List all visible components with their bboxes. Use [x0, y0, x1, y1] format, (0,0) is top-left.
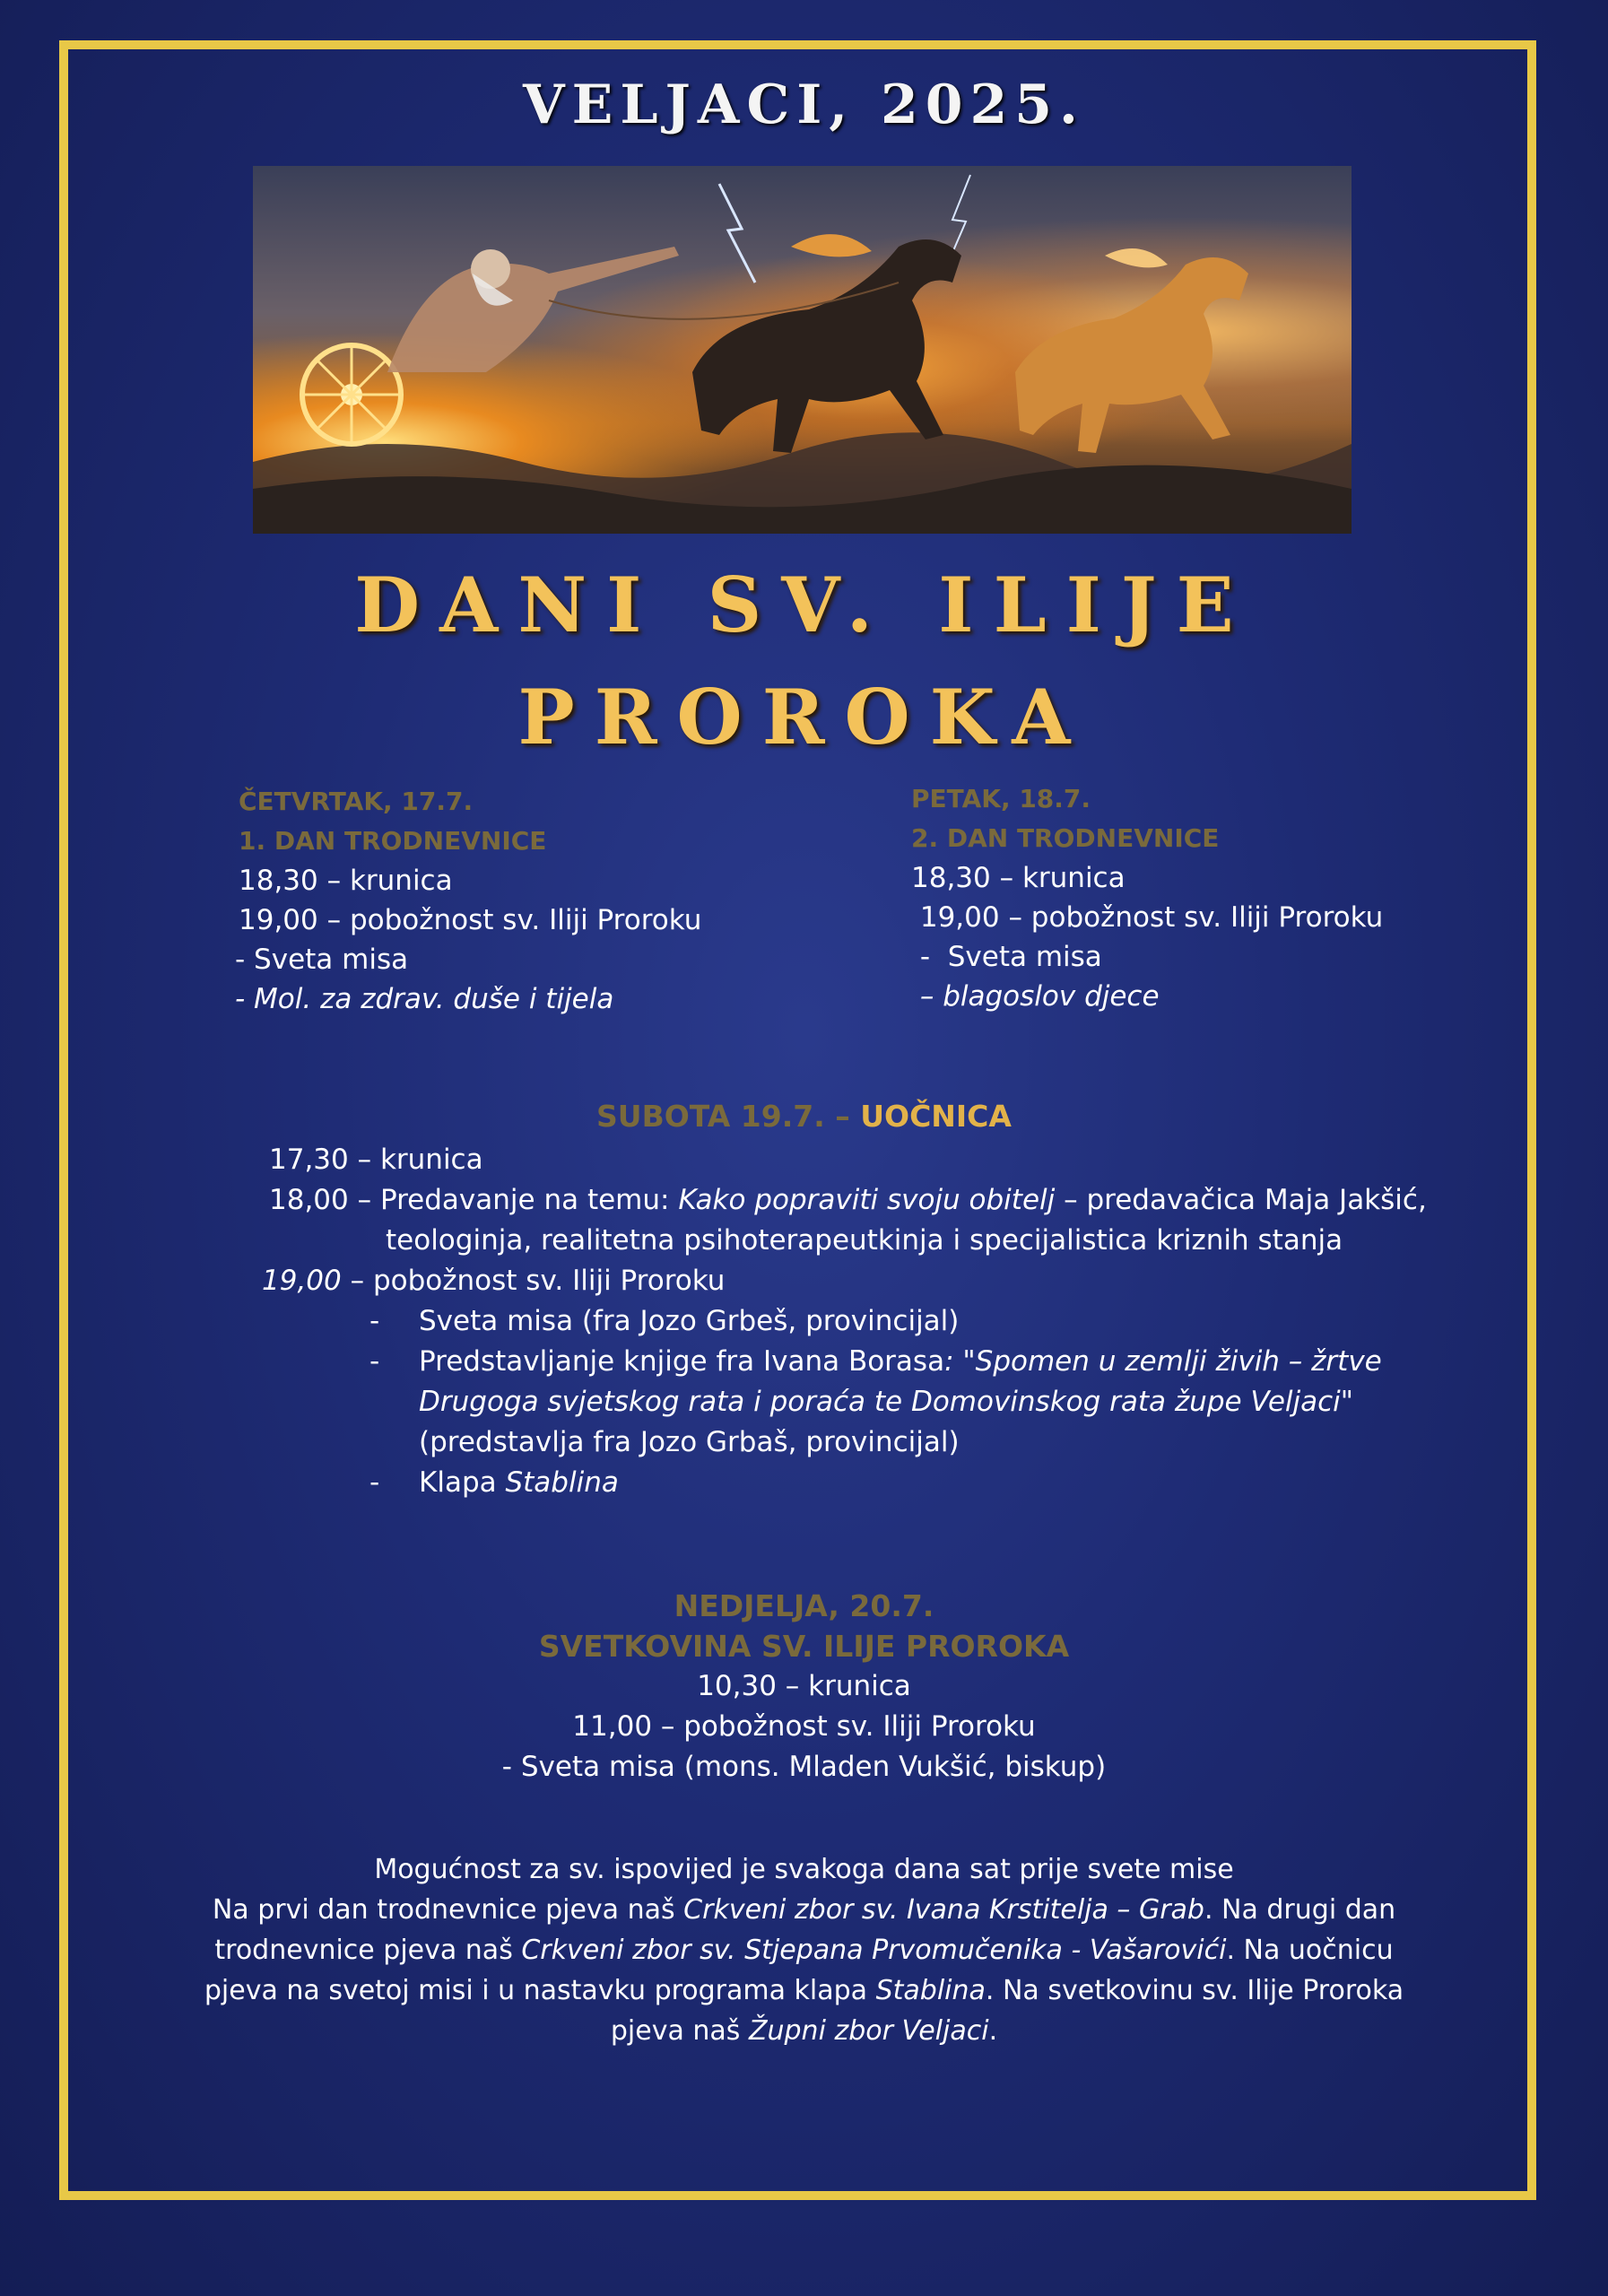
choir-name: Crkveni zbor sv. Stjepana Prvomučenika - Vašarovići [521, 1935, 1227, 1966]
schedule-bullet-item [269, 1301, 1427, 1342]
schedule-item-continued: (predstavlja fra Jozo Grbaš, provincijal) [419, 1426, 960, 1458]
schedule-item: 19,00 – pobožnost sv. Iliji Proroku [239, 904, 702, 936]
note-line [0, 1890, 1608, 1930]
friday-schedule [911, 779, 1383, 1016]
choir-name: Crkveni zbor sv. Ivana Krstitelja – Grab [683, 1894, 1204, 1926]
item-text: Sveta misa (fra Jozo Grbeš, provincijal) [419, 1305, 960, 1337]
choir-name: Stablina [875, 1975, 986, 2006]
schedule-item: teologinja, realitetna psihoterapeutkinja i specijalistica kriznih stanja [386, 1224, 1343, 1257]
item-time: 19,00 [262, 1265, 342, 1297]
book-title: : "Spomen u zemlji živih – žrtve [944, 1345, 1382, 1378]
schedule-item: 18,30 – krunica [911, 862, 1126, 894]
schedule-item: 17,30 – krunica [269, 1144, 483, 1176]
prophet-chariot-horses-illustration [253, 166, 1352, 534]
schedule-item: - Sveta misa [911, 941, 1102, 973]
sunday-day: NEDJELJA, 20.7. [674, 1588, 934, 1623]
bullet: - [369, 1345, 380, 1378]
lecture-topic: Kako popraviti svoju obitelj [678, 1184, 1056, 1216]
bullet: - [369, 1466, 380, 1499]
schedule-item [262, 1261, 1427, 1301]
sunday-subtitle: SVETKOVINA SV. ILIJE PROROKA [538, 1629, 1070, 1664]
choir-name: Stablina [505, 1466, 619, 1499]
item-text: 18,00 – Predavanje na temu: [269, 1184, 679, 1216]
note-text: trodnevnice pjeva naš [214, 1935, 522, 1966]
note-line [0, 2011, 1608, 2051]
schedule-item: 11,00 – pobožnost sv. Iliji Proroku [572, 1710, 1036, 1743]
page-header-date: VELJACI, 2025. [523, 74, 1085, 136]
schedule-item: - Sveta misa [235, 944, 409, 976]
friday-subtitle: 2. DAN TRODNEVNICE [911, 823, 1220, 853]
friday-day: PETAK, 18.7. [911, 784, 1091, 813]
note-text: pjeva naš [610, 2015, 749, 2047]
item-text: Predstavljanje knjige fra Ivana Borasa [419, 1345, 945, 1378]
schedule-item: 10,30 – krunica [697, 1670, 911, 1702]
note-text: Na prvi dan trodnevnice pjeva naš [212, 1894, 684, 1926]
schedule-item: – blagoslov djece [911, 980, 1160, 1013]
schedule-item: 19,00 – pobožnost sv. Iliji Proroku [911, 901, 1384, 934]
schedule-item [269, 1180, 1427, 1221]
saturday-title [0, 1099, 1608, 1134]
thursday-day: ČETVRTAK, 17.7. [239, 787, 474, 816]
main-title-line1: DANI SV. ILIJE [354, 561, 1254, 649]
note-line: Mogućnost za sv. ispovijed je svakoga dana sat prije svete mise [374, 1854, 1234, 1885]
schedule-bullet-item [269, 1342, 1427, 1382]
schedule-bullet-item [269, 1463, 1427, 1503]
schedule-item-continued: Drugoga svjetskog rata i poraća te Domovinskog rata župe Veljaci" [419, 1386, 1354, 1418]
note-line [0, 1970, 1608, 2011]
note-text: pjeva na svetoj misi i u nastavku programa klapa [204, 1975, 876, 2006]
item-text: – pobožnost sv. Iliji Proroku [341, 1265, 726, 1297]
schedule-item: 18,30 – krunica [239, 865, 453, 897]
schedule-item: - Mol. za zdrav. duše i tijela [235, 983, 614, 1015]
note-text: . [988, 2015, 998, 2047]
notes-paragraph [0, 1849, 1608, 2051]
saturday-title-day: SUBOTA 19.7. – [596, 1099, 861, 1134]
hero-image [253, 166, 1352, 534]
thursday-schedule [235, 782, 702, 1019]
choir-name: Župni zbor Veljaci [748, 2015, 989, 2047]
bullet: - [369, 1305, 380, 1337]
item-text: Klapa [419, 1466, 506, 1499]
thursday-subtitle: 1. DAN TRODNEVNICE [239, 826, 547, 856]
schedule-item: - Sveta misa (mons. Mladen Vukšić, biskup) [501, 1751, 1107, 1783]
sunday-schedule [0, 1586, 1608, 1787]
saturday-schedule [262, 1140, 1427, 1503]
note-text: . Na uočnicu [1226, 1935, 1394, 1966]
note-text: . Na svetkovinu sv. Ilije Proroka [985, 1975, 1404, 2006]
note-line [0, 1930, 1608, 1970]
note-text: . Na drugi dan [1204, 1894, 1396, 1926]
main-title-line2: PROROKA [517, 673, 1091, 761]
item-text: – predavačica Maja Jakšić, [1055, 1184, 1427, 1216]
saturday-title-vigil: UOČNICA [860, 1099, 1012, 1134]
